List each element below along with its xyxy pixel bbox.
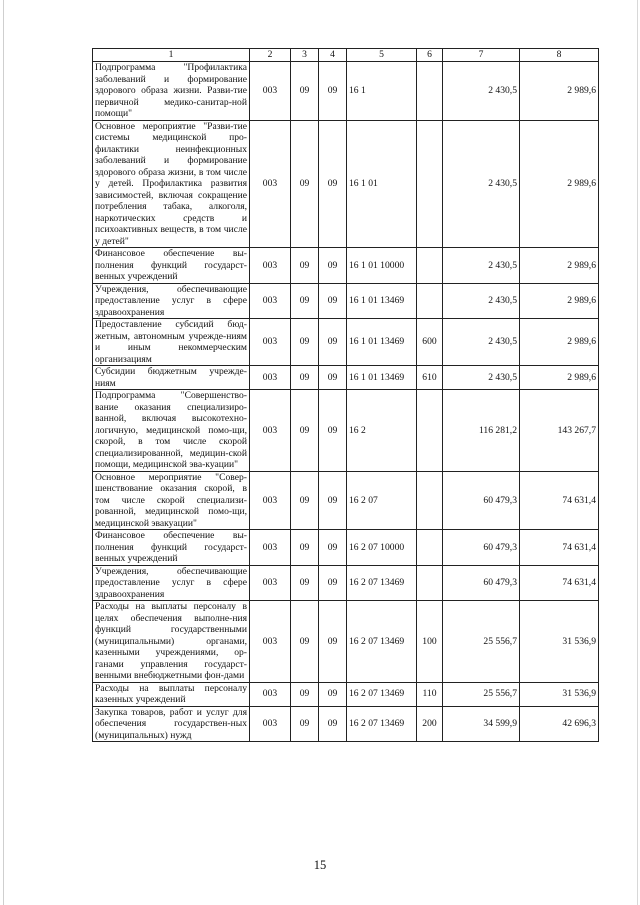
item-name: Расходы на выплаты персоналу в целях обеспечения выполне-ния функций государственными (муниципальными) органами, казенными учреждениями, ор-ганами управления государст-венными внебюджетными фон-дами xyxy=(93,601,250,683)
subsection-code: 09 xyxy=(319,283,347,319)
expense-type-code xyxy=(417,120,443,248)
table-row xyxy=(93,601,599,683)
subsection-code: 09 xyxy=(319,471,347,530)
expense-type-code xyxy=(417,62,443,121)
section-code: 09 xyxy=(291,682,319,706)
section-code: 09 xyxy=(291,283,319,319)
item-name: Учреждения, обеспечивающие предоставление услуг в сфере здравоохранения xyxy=(93,565,250,601)
ministry-code: 003 xyxy=(250,120,291,248)
subsection-code: 09 xyxy=(319,601,347,683)
expense-type-code: 600 xyxy=(417,319,443,366)
section-code: 09 xyxy=(291,248,319,284)
target-article-code: 16 2 07 13469 xyxy=(347,601,417,683)
amount-year-2: 2 989,6 xyxy=(520,248,599,284)
target-article-code: 16 1 xyxy=(347,62,417,121)
amount-year-1: 2 430,5 xyxy=(443,120,520,248)
section-code: 09 xyxy=(291,62,319,121)
budget-table xyxy=(92,48,599,742)
item-name: Основное мероприятие "Разви-тие системы медицинской про-филактики неинфекционных заболеваний и формирование здорового образа жизни, в том числе у детей. Профилактика развития зависимостей, включая сокращение потребления табака, алкоголя, наркотических средств и психоактивных веществ, в том числе у детей" xyxy=(93,120,250,248)
amount-year-1: 60 479,3 xyxy=(443,565,520,601)
ministry-code: 003 xyxy=(250,471,291,530)
column-header-5: 5 xyxy=(347,49,417,62)
ministry-code: 003 xyxy=(250,390,291,472)
subsection-code: 09 xyxy=(319,682,347,706)
item-name: Финансовое обеспечение вы-полнения функций государст-венных учреждений xyxy=(93,248,250,284)
amount-year-1: 116 281,2 xyxy=(443,390,520,472)
expense-type-code xyxy=(417,283,443,319)
section-code: 09 xyxy=(291,390,319,472)
expense-type-code: 610 xyxy=(417,366,443,390)
ministry-code: 003 xyxy=(250,601,291,683)
table-row xyxy=(93,319,599,366)
item-name: Расходы на выплаты персоналу казенных учреждений xyxy=(93,682,250,706)
table-row xyxy=(93,682,599,706)
expense-type-code xyxy=(417,390,443,472)
ministry-code: 003 xyxy=(250,366,291,390)
subsection-code: 09 xyxy=(319,319,347,366)
amount-year-1: 60 479,3 xyxy=(443,530,520,566)
ministry-code: 003 xyxy=(250,530,291,566)
target-article-code: 16 2 07 13469 xyxy=(347,706,417,742)
target-article-code: 16 2 07 10000 xyxy=(347,530,417,566)
column-header-3: 3 xyxy=(291,49,319,62)
ministry-code: 003 xyxy=(250,682,291,706)
table-row xyxy=(93,390,599,472)
table-row xyxy=(93,530,599,566)
amount-year-2: 74 631,4 xyxy=(520,565,599,601)
subsection-code: 09 xyxy=(319,120,347,248)
section-code: 09 xyxy=(291,366,319,390)
table-row xyxy=(93,62,599,121)
expense-type-code: 100 xyxy=(417,601,443,683)
expense-type-code xyxy=(417,248,443,284)
amount-year-2: 2 989,6 xyxy=(520,319,599,366)
ministry-code: 003 xyxy=(250,565,291,601)
table-row xyxy=(93,706,599,742)
ministry-code: 003 xyxy=(250,62,291,121)
ministry-code: 003 xyxy=(250,706,291,742)
column-header-8: 8 xyxy=(520,49,599,62)
expense-type-code xyxy=(417,471,443,530)
item-name: Субсидии бюджетным учрежде-ниям xyxy=(93,366,250,390)
target-article-code: 16 1 01 xyxy=(347,120,417,248)
section-code: 09 xyxy=(291,120,319,248)
subsection-code: 09 xyxy=(319,390,347,472)
section-code: 09 xyxy=(291,319,319,366)
expense-type-code: 200 xyxy=(417,706,443,742)
item-name: Подпрограмма "Профилактика заболеваний и формирование здорового образа жизни. Разви-тие первичной медико-санитар-ной помощи" xyxy=(93,62,250,121)
target-article-code: 16 1 01 13469 xyxy=(347,283,417,319)
amount-year-1: 60 479,3 xyxy=(443,471,520,530)
ministry-code: 003 xyxy=(250,283,291,319)
amount-year-2: 143 267,7 xyxy=(520,390,599,472)
item-name: Учреждения, обеспечивающие предоставление услуг в сфере здравоохранения xyxy=(93,283,250,319)
section-code: 09 xyxy=(291,530,319,566)
amount-year-2: 42 696,3 xyxy=(520,706,599,742)
amount-year-2: 31 536,9 xyxy=(520,682,599,706)
ministry-code: 003 xyxy=(250,248,291,284)
target-article-code: 16 2 xyxy=(347,390,417,472)
amount-year-1: 2 430,5 xyxy=(443,319,520,366)
amount-year-1: 2 430,5 xyxy=(443,248,520,284)
column-header-2: 2 xyxy=(250,49,291,62)
table-row xyxy=(93,565,599,601)
item-name: Финансовое обеспечение вы-полнения функций государст-венных учреждений xyxy=(93,530,250,566)
column-header-6: 6 xyxy=(417,49,443,62)
header-row xyxy=(93,49,599,62)
target-article-code: 16 1 01 13469 xyxy=(347,366,417,390)
expense-type-code xyxy=(417,530,443,566)
ministry-code: 003 xyxy=(250,319,291,366)
target-article-code: 16 2 07 xyxy=(347,471,417,530)
amount-year-1: 34 599,9 xyxy=(443,706,520,742)
target-article-code: 16 2 07 13469 xyxy=(347,565,417,601)
amount-year-2: 2 989,6 xyxy=(520,62,599,121)
table-row xyxy=(93,248,599,284)
table-row xyxy=(93,283,599,319)
subsection-code: 09 xyxy=(319,565,347,601)
amount-year-2: 2 989,6 xyxy=(520,120,599,248)
item-name: Подпрограмма "Совершенство-вание оказания специализиро-ванной, включая высокотехно-логичную, медицинской помо-щи, скорой, в том числе скорой специализированной, медицин-ской помощи, медицинской эва-куации" xyxy=(93,390,250,472)
subsection-code: 09 xyxy=(319,366,347,390)
subsection-code: 09 xyxy=(319,706,347,742)
amount-year-2: 31 536,9 xyxy=(520,601,599,683)
section-code: 09 xyxy=(291,471,319,530)
amount-year-2: 74 631,4 xyxy=(520,471,599,530)
target-article-code: 16 1 01 10000 xyxy=(347,248,417,284)
item-name: Закупка товаров, работ и услуг для обеспечения государствен-ных (муниципальных) нужд xyxy=(93,706,250,742)
amount-year-1: 2 430,5 xyxy=(443,283,520,319)
table-row xyxy=(93,120,599,248)
expense-type-code: 110 xyxy=(417,682,443,706)
table-row xyxy=(93,471,599,530)
column-header-1: 1 xyxy=(93,49,250,62)
subsection-code: 09 xyxy=(319,62,347,121)
subsection-code: 09 xyxy=(319,248,347,284)
page-number: 15 xyxy=(313,858,327,872)
scan-edge-left xyxy=(3,0,4,905)
subsection-code: 09 xyxy=(319,530,347,566)
amount-year-2: 74 631,4 xyxy=(520,530,599,566)
expense-type-code xyxy=(417,565,443,601)
amount-year-2: 2 989,6 xyxy=(520,366,599,390)
section-code: 09 xyxy=(291,601,319,683)
section-code: 09 xyxy=(291,565,319,601)
item-name: Предоставление субсидий бюд-жетным, автономным учрежде-ниям и иным некоммерческим организациям xyxy=(93,319,250,366)
column-header-7: 7 xyxy=(443,49,520,62)
amount-year-2: 2 989,6 xyxy=(520,283,599,319)
target-article-code: 16 2 07 13469 xyxy=(347,682,417,706)
column-header-4: 4 xyxy=(319,49,347,62)
section-code: 09 xyxy=(291,706,319,742)
amount-year-1: 2 430,5 xyxy=(443,366,520,390)
amount-year-1: 25 556,7 xyxy=(443,682,520,706)
table-row xyxy=(93,366,599,390)
item-name: Основное мероприятие "Совер-шенствование оказания скорой, в том числе скорой специализи-рованной, медицинской помо-щи, медицинской эвакуации" xyxy=(93,471,250,530)
amount-year-1: 25 556,7 xyxy=(443,601,520,683)
amount-year-1: 2 430,5 xyxy=(443,62,520,121)
scan-edge-right xyxy=(637,0,638,905)
target-article-code: 16 1 01 13469 xyxy=(347,319,417,366)
